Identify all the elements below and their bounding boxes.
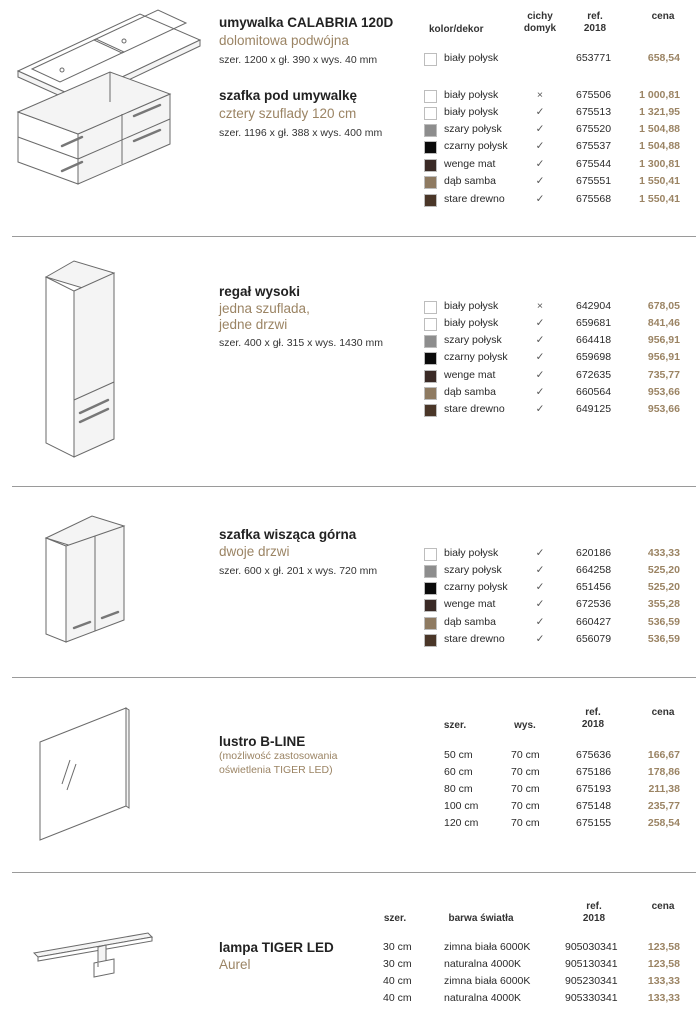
header-domyk: domyk [523, 23, 557, 34]
table-row [444, 782, 696, 799]
header-szer: szer. [443, 720, 467, 731]
ref-number: 653771 [576, 52, 612, 64]
soft-close-mark: ✓ [535, 403, 545, 415]
color-swatch [424, 565, 437, 578]
color-swatch [424, 301, 437, 314]
product-dims-wiszaca: szer. 600 x gł. 201 x wys. 720 mm [219, 565, 378, 577]
table-row [420, 580, 696, 597]
ref-number: 675537 [576, 140, 612, 152]
ref-number: 675193 [576, 783, 612, 795]
height-value: 70 cm [511, 749, 540, 761]
soft-close-mark: ✓ [535, 564, 545, 576]
ref-number: 672635 [576, 369, 612, 381]
width-value: 120 cm [444, 817, 479, 829]
price: 123,58 [647, 941, 680, 953]
ref-number: 675148 [576, 800, 612, 812]
price: 166,67 [647, 749, 680, 761]
color-swatch [424, 387, 437, 400]
color-swatch [424, 318, 437, 331]
ref-number: 675636 [576, 749, 612, 761]
header-wys: wys. [514, 720, 536, 731]
price: 658,54 [647, 52, 680, 64]
soft-close-mark: ✓ [535, 106, 545, 118]
color-name: stare drewno [444, 403, 505, 415]
soft-close-mark: × [536, 300, 544, 312]
price: 235,77 [647, 800, 680, 812]
price: 953,66 [647, 386, 680, 398]
price: 133,33 [647, 992, 680, 1004]
height-value: 70 cm [511, 800, 540, 812]
header-year: 2018 [582, 913, 606, 924]
color-swatch [424, 582, 437, 595]
width-value: 60 cm [444, 766, 473, 778]
table-row [383, 974, 696, 991]
ref-number: 675520 [576, 123, 612, 135]
ref-number: 642904 [576, 300, 612, 312]
table-row [444, 748, 696, 765]
table-row [383, 991, 696, 1008]
price: 956,91 [647, 334, 680, 346]
price: 133,33 [647, 975, 680, 987]
light-color: zimna biała 6000K [444, 941, 531, 953]
color-swatch [424, 335, 437, 348]
ref-number: 675186 [576, 766, 612, 778]
mirror-illustration [34, 702, 134, 847]
ref-number: 675551 [576, 175, 612, 187]
width-value: 40 cm [383, 975, 412, 987]
ref-number: 660564 [576, 386, 612, 398]
table-row [420, 139, 696, 156]
product-subtitle-umywalka: dolomitowa podwójna [219, 33, 349, 48]
ref-number: 675513 [576, 106, 612, 118]
product-note-lustro-line1: (możliwość zastosowania [219, 750, 338, 762]
color-name: szary połysk [444, 564, 502, 576]
soft-close-mark: ✓ [535, 386, 545, 398]
color-swatch [424, 107, 437, 120]
ref-number: 675155 [576, 817, 612, 829]
table-row [420, 192, 696, 209]
table-row [444, 799, 696, 816]
wall-cabinet-illustration [40, 510, 140, 645]
price: 123,58 [647, 958, 680, 970]
width-value: 30 cm [383, 958, 412, 970]
product-subtitle-wiszaca: dwoje drzwi [219, 544, 290, 559]
header-cena: cena [651, 11, 675, 22]
ref-number: 672536 [576, 598, 612, 610]
table-row [420, 174, 696, 191]
table-row [420, 563, 696, 580]
price: 735,77 [647, 369, 680, 381]
width-value: 80 cm [444, 783, 473, 795]
product-title-lampa: lampa TIGER LED [219, 940, 334, 955]
price: 956,91 [647, 351, 680, 363]
color-swatch [424, 176, 437, 189]
table-row [420, 122, 696, 139]
color-name: biały połysk [444, 89, 499, 101]
ref-number: 649125 [576, 403, 612, 415]
soft-close-mark: ✓ [535, 633, 545, 645]
ref-number: 659698 [576, 351, 612, 363]
color-name: biały połysk [444, 52, 499, 64]
soft-close-mark: ✓ [535, 123, 545, 135]
header-barwa: barwa światła [448, 913, 514, 924]
price: 258,54 [647, 817, 680, 829]
color-name: czarny połysk [444, 581, 508, 593]
price: 211,38 [648, 783, 680, 795]
color-swatch [424, 599, 437, 612]
header-cena: cena [651, 707, 675, 718]
price: 1 000,81 [639, 89, 680, 101]
soft-close-mark: ✓ [535, 193, 545, 205]
table-row [420, 615, 696, 632]
ref-number: 675506 [576, 89, 612, 101]
table-row [420, 368, 696, 385]
light-color: naturalna 4000K [444, 992, 522, 1004]
header-ref: ref. [585, 707, 601, 718]
table-row [420, 88, 696, 105]
soft-close-mark: ✓ [535, 317, 545, 329]
color-swatch [424, 548, 437, 561]
price: 536,59 [647, 633, 680, 645]
color-name: czarny połysk [444, 140, 508, 152]
ref-number: 656079 [576, 633, 612, 645]
product-subtitle-szafka-pod: cztery szuflady 120 cm [219, 106, 357, 121]
color-name: dąb samba [444, 175, 496, 187]
price: 355,28 [647, 598, 680, 610]
color-name: czarny połysk [444, 351, 508, 363]
color-name: wenge mat [444, 598, 496, 610]
table-row [420, 402, 696, 419]
price: 1 550,41 [639, 193, 680, 205]
soft-close-mark: ✓ [535, 547, 545, 559]
table-row [420, 299, 696, 316]
ref-number: 905230341 [565, 975, 618, 987]
table-row [420, 632, 696, 649]
section-divider [12, 236, 696, 237]
header-szer: szer. [383, 913, 407, 924]
product-dims-szafka-pod: szer. 1196 x gł. 388 x wys. 400 mm [219, 127, 383, 139]
header-ref: ref. [586, 901, 602, 912]
section-divider [12, 486, 696, 487]
color-swatch [424, 159, 437, 172]
soft-close-mark: ✓ [535, 598, 545, 610]
price: 1 550,41 [639, 175, 680, 187]
table-row [383, 940, 696, 957]
color-swatch [424, 194, 437, 207]
header-year: 2018 [583, 23, 607, 34]
ref-number: 664418 [576, 334, 612, 346]
price: 525,20 [647, 581, 680, 593]
color-swatch [424, 352, 437, 365]
height-value: 70 cm [511, 766, 540, 778]
soft-close-mark: ✓ [535, 334, 545, 346]
product-title-lustro: lustro B-LINE [219, 734, 306, 749]
table-row [420, 385, 696, 402]
ref-number: 905030341 [565, 941, 618, 953]
section-divider [12, 677, 696, 678]
ref-number: 664258 [576, 564, 612, 576]
led-lamp-illustration [30, 925, 160, 985]
product-title-wiszaca: szafka wisząca górna [219, 527, 357, 542]
color-name: biały połysk [444, 547, 499, 559]
product-dims-umywalka: szer. 1200 x gł. 390 x wys. 40 mm [219, 54, 378, 66]
soft-close-mark: ✓ [535, 175, 545, 187]
width-value: 100 cm [444, 800, 479, 812]
soft-close-mark: ✓ [535, 369, 545, 381]
product-title-umywalka: umywalka CALABRIA 120D [219, 15, 394, 30]
color-swatch [424, 124, 437, 137]
price: 953,66 [647, 403, 680, 415]
ref-number: 905130341 [565, 958, 618, 970]
color-name: wenge mat [444, 158, 496, 170]
soft-close-mark: × [536, 89, 544, 101]
section-divider [12, 872, 696, 873]
color-name: biały połysk [444, 317, 499, 329]
color-name: stare drewno [444, 193, 505, 205]
height-value: 70 cm [511, 783, 540, 795]
table-row [420, 597, 696, 614]
color-name: szary połysk [444, 123, 502, 135]
soft-close-mark: ✓ [535, 158, 545, 170]
soft-close-mark: ✓ [535, 581, 545, 593]
table-row [420, 546, 696, 563]
table-row [444, 816, 696, 833]
color-name: dąb samba [444, 386, 496, 398]
header-year: 2018 [581, 719, 605, 730]
ref-number: 675568 [576, 193, 612, 205]
product-subtitle-lampa: Aurel [219, 957, 251, 972]
price: 433,33 [647, 547, 680, 559]
color-swatch [424, 404, 437, 417]
price: 841,46 [647, 317, 680, 329]
ref-number: 905330341 [565, 992, 618, 1004]
header-cichy: cichy [527, 11, 553, 22]
product-subtitle-regal-line2: jedne drzwi [219, 317, 288, 332]
soft-close-mark: ✓ [535, 616, 545, 628]
price: 678,05 [647, 300, 680, 312]
ref-number: 620186 [576, 547, 612, 559]
soft-close-mark: ✓ [535, 140, 545, 152]
color-swatch [424, 370, 437, 383]
table-row [420, 51, 696, 68]
price: 1 321,95 [639, 106, 680, 118]
color-name: dąb samba [444, 616, 496, 628]
header-kolor: kolor/dekor [429, 24, 484, 35]
tall-cabinet-illustration [40, 255, 130, 460]
light-color: naturalna 4000K [444, 958, 522, 970]
color-swatch [424, 634, 437, 647]
ref-number: 660427 [576, 616, 612, 628]
color-swatch [424, 141, 437, 154]
product-title-regal: regał wysoki [219, 284, 301, 299]
height-value: 70 cm [511, 817, 540, 829]
color-name: biały połysk [444, 300, 499, 312]
table-row [420, 316, 696, 333]
product-note-lustro-line2: oświetlenia TIGER LED) [219, 764, 333, 776]
price: 1 504,88 [639, 140, 680, 152]
price: 178,86 [647, 766, 680, 778]
product-subtitle-regal-line1: jedna szuflada, [219, 301, 310, 316]
price: 536,59 [647, 616, 680, 628]
product-dims-regal: szer. 400 x gł. 315 x wys. 1430 mm [219, 337, 383, 349]
table-row [444, 765, 696, 782]
ref-number: 659681 [576, 317, 612, 329]
color-name: szary połysk [444, 334, 502, 346]
soft-close-mark: ✓ [535, 351, 545, 363]
color-swatch [424, 617, 437, 630]
width-value: 40 cm [383, 992, 412, 1004]
color-name: biały połysk [444, 106, 499, 118]
color-swatch [424, 90, 437, 103]
width-value: 50 cm [444, 749, 473, 761]
color-name: stare drewno [444, 633, 505, 645]
table-row [420, 157, 696, 174]
table-row [420, 350, 696, 367]
header-ref: ref. [587, 11, 603, 22]
color-name: wenge mat [444, 369, 496, 381]
washbasin-cabinet-illustration [10, 6, 210, 196]
table-row [420, 333, 696, 350]
price: 525,20 [647, 564, 680, 576]
table-row [420, 105, 696, 122]
ref-number: 675544 [576, 158, 612, 170]
table-row [383, 957, 696, 974]
width-value: 30 cm [383, 941, 412, 953]
price: 1 300,81 [639, 158, 680, 170]
ref-number: 651456 [576, 581, 612, 593]
header-cena: cena [651, 901, 675, 912]
color-swatch [424, 53, 437, 66]
light-color: zimna biała 6000K [444, 975, 531, 987]
product-title-szafka-pod: szafka pod umywalkę [219, 88, 358, 103]
price: 1 504,88 [639, 123, 680, 135]
